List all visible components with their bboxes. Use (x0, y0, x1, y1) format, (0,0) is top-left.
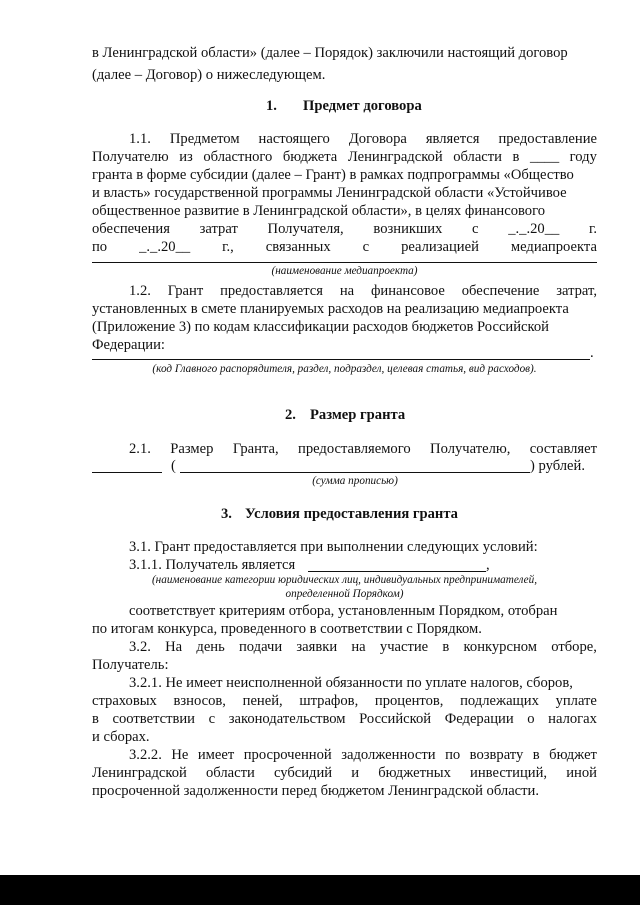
word: областного (203, 149, 273, 165)
p12-line-1 (129, 282, 597, 300)
word: связанных (265, 239, 331, 255)
p11-line-2 (92, 148, 597, 166)
word: возникших (373, 221, 443, 237)
section-2-number: 2. (285, 407, 296, 423)
word: обеспечения (92, 221, 170, 237)
word: Российской (359, 711, 432, 727)
word: по (92, 239, 108, 255)
word: _._.20__ (508, 221, 560, 237)
word: Ленинградской (347, 149, 443, 165)
word: 3.2. (129, 639, 151, 655)
section-1-title: Предмет договора (303, 98, 422, 114)
p311-cont-2: по итогам конкурса, проведенного в соответствии с Порядком. (92, 621, 482, 637)
word: день (196, 639, 225, 655)
word: с (362, 239, 370, 255)
grant-amount-words-line (180, 472, 530, 473)
word: г., (222, 239, 234, 255)
word: ____ (529, 149, 560, 165)
word: и (351, 765, 360, 781)
word: бюджета (282, 149, 338, 165)
word: Федерации (444, 711, 514, 727)
word: Ленинградской (92, 765, 187, 781)
section-2-title: Размер гранта (310, 407, 406, 423)
word: предоставляемого (298, 441, 411, 457)
word: затрат (199, 221, 238, 237)
word: Гранта, (232, 441, 279, 457)
word: из (179, 149, 193, 165)
word: страховых (92, 693, 157, 709)
word: взносов, (173, 693, 226, 709)
word: Получателю (92, 149, 169, 165)
p321-line-4: и сборах. (92, 729, 150, 745)
budget-code-line (92, 359, 590, 360)
word: подачи (239, 639, 283, 655)
p311-cont-1: соответствует критериям отбора, установленным Порядком, отобран (129, 603, 558, 619)
word: бюджетных (378, 765, 451, 781)
recipient-category-line (308, 571, 486, 572)
word: бюджет (549, 747, 597, 763)
word: области (453, 149, 502, 165)
word: с (472, 221, 479, 237)
grant-amount-open-paren: ( (171, 458, 176, 474)
word: конкурсном (463, 639, 538, 655)
word: медиапроекта (510, 239, 597, 255)
p11-line-6 (92, 220, 597, 238)
recipient-category-caption-2: определенной Порядком) (285, 588, 404, 600)
word: на (339, 283, 355, 299)
word: На (165, 639, 183, 655)
word: законодательством (228, 711, 346, 727)
p12-line-2: установленных в смете планируемых расходов на реализацию медиапроекта (92, 301, 569, 317)
p321-line-1: 3.2.1. Не имеет неисполненной обязанности по уплате налогов, сборов, (129, 675, 573, 691)
word: предоставление (498, 131, 597, 147)
word: Получателю, (430, 441, 511, 457)
word: возврату (469, 747, 524, 763)
word: 1.2. (129, 283, 151, 299)
p11-line-5: общественное развитие в Ленинградской области», в целях финансового (92, 203, 546, 219)
word: Получателя, (267, 221, 344, 237)
p322-line-3: просроченной задолженности перед бюджетом Ленинградской области. (92, 783, 539, 799)
word: составляет (529, 441, 597, 457)
recipient-category-caption-1: (наименование категории юридических лиц, индивидуальных предпринимателей, (151, 574, 538, 586)
p11-line-4: и власть» государственной программы Ленинградской области «Устойчивое (92, 185, 567, 201)
p311-line: 3.1.1. Получатель является (129, 557, 296, 573)
word: 3.2.2. (129, 747, 162, 763)
word: Грант (167, 283, 204, 299)
word: пеней, (242, 693, 283, 709)
p12-line-3: (Приложение 3) по кодам классификации расходов бюджетов Российской (92, 319, 549, 335)
word: о (527, 711, 535, 727)
word: иной (566, 765, 597, 781)
grant-amount-caption: (сумма прописью) (312, 475, 398, 487)
word: по (445, 747, 461, 763)
word: является (425, 131, 480, 147)
section-1-number: 1. (266, 98, 277, 114)
p11-line-7 (92, 238, 597, 256)
word: субсидий (273, 765, 333, 781)
word: Размер (170, 441, 214, 457)
section-3-title: Условия предоставления гранта (245, 506, 458, 522)
word: отборе, (551, 639, 597, 655)
word: с (208, 711, 216, 727)
word: инвестиций, (470, 765, 548, 781)
word: в (532, 747, 540, 763)
word: соответствии (112, 711, 195, 727)
p12-line-4: Федерации: (92, 337, 165, 353)
word: году (569, 149, 597, 165)
p21-line-1 (129, 440, 597, 458)
p11-line-1 (129, 130, 597, 148)
word: Договора (348, 131, 407, 147)
word: предоставляется (220, 283, 323, 299)
word: штрафов, (299, 693, 359, 709)
word: обеспечение (461, 283, 540, 299)
word: Не (171, 747, 189, 763)
section-3-number: 3. (221, 506, 232, 522)
budget-code-caption: (код Главного распорядителя, раздел, подраздел, целевая статья, вид расходов). (152, 363, 537, 375)
word: задолженности (341, 747, 436, 763)
word: уплате (555, 693, 597, 709)
p322-line-1 (129, 746, 597, 764)
word: затрат, (556, 283, 597, 299)
word: заявки (296, 639, 338, 655)
media-project-name-line (92, 262, 597, 263)
word: реализацией (401, 239, 479, 255)
intro-line-1: в Ленинградской области» (далее – Порядок) заключили настоящий договор (92, 45, 568, 61)
p31-line: 3.1. Грант предоставляется при выполнении следующих условий: (129, 539, 538, 555)
p32-line-1 (129, 638, 597, 656)
word: настоящего (258, 131, 330, 147)
word: на (351, 639, 366, 655)
grant-amount-figure-line (92, 472, 162, 473)
word: имеет (197, 747, 235, 763)
word: 1.1. (129, 131, 151, 147)
word: налогах (548, 711, 597, 727)
word: финансовое (370, 283, 445, 299)
word: _._.20__ (139, 239, 191, 255)
p321-line-3 (92, 710, 597, 728)
word: подлежащих (460, 693, 539, 709)
p322-line-2 (92, 764, 597, 782)
budget-code-end-mark: . (590, 345, 594, 361)
word: области (205, 765, 255, 781)
word: просроченной (243, 747, 332, 763)
word: г. (589, 221, 597, 237)
word: 2.1. (129, 441, 151, 457)
scan-bottom-edge (0, 875, 640, 905)
word: Предметом (169, 131, 240, 147)
recipient-category-end: , (486, 557, 490, 573)
word: в (512, 149, 520, 165)
p32-line-2: Получатель: (92, 657, 169, 673)
word: в (442, 639, 450, 655)
p11-line-3: гранта в форме субсидии (далее – Грант) в рамках подпрограммы «Общество (92, 167, 574, 183)
intro-line-2: (далее – Договор) о нижеследующем. (92, 67, 326, 83)
media-project-caption: (наименование медиапроекта) (271, 265, 418, 277)
word: участие (379, 639, 429, 655)
word: в (92, 711, 99, 727)
word: процентов, (374, 693, 444, 709)
grant-amount-currency: ) рублей. (530, 458, 585, 474)
p321-line-2 (92, 692, 597, 710)
